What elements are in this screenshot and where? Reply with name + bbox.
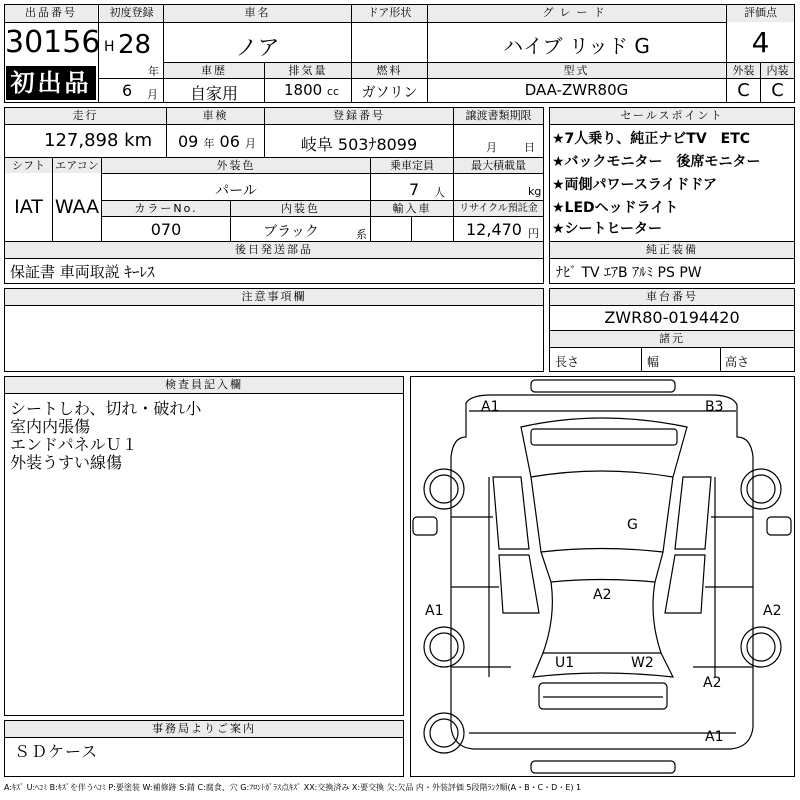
reg-year: 28 (118, 30, 152, 60)
color-no-label: カラーNo. (102, 201, 230, 216)
color-no: 070 (150, 220, 182, 239)
reg-number: 岐阜 503ﾅ8099 (300, 135, 418, 154)
genuine-equipment: ﾅﾋﾞ TV ｴｱB ｱﾙﾐ PS PW (556, 265, 702, 281)
first-reg-label: 初度登録 (100, 5, 163, 22)
month-unit: 月 (147, 88, 158, 101)
inspection-month: 06 (219, 132, 240, 151)
sales-label: セールスポイント (550, 108, 794, 124)
mileage-label: 走行 (5, 108, 166, 124)
notes-label: 注意事項欄 (5, 289, 543, 305)
inspection-year-unit: 年 (203, 137, 215, 150)
car-outline-svg (411, 377, 794, 776)
model-label: 型式 (428, 63, 725, 78)
era: H (104, 39, 115, 55)
mark-left-side: A1 (425, 603, 444, 619)
car-name: ノア (235, 36, 280, 61)
exterior-label: 外装 (727, 63, 760, 78)
legend: A:ｷｽﾞ U:ﾍｺﾐ B:ｷｽﾞを伴うﾍｺﾐ P:要塗装 W:補修跡 S:錆 C:腐食、穴 G:ﾌﾛﾝﾄｶﾞﾗｽ点ｷｽﾞ XX:交換済み X:要交換 欠:欠品 内・外装評価 5段階ﾗﾝｸ順(A・B・C・D・E) 1 (4, 783, 582, 792)
mileage-wrap (44, 130, 152, 151)
capacity: 7 (409, 180, 420, 199)
recycle-label: リサイクル預託金 (454, 201, 543, 216)
chassis-label: 車台番号 (550, 289, 794, 305)
height-label: 高さ (725, 355, 750, 369)
sales-point: ★シートヒーター (552, 221, 662, 237)
inspection-year: 09 (178, 132, 199, 151)
office-label: 事務局よりご案内 (5, 721, 403, 737)
inspection-month-unit: 月 (245, 137, 256, 150)
mark-front-left: A1 (481, 399, 500, 415)
interior-label: 内装 (761, 63, 794, 78)
reg-no-label: 登録番号 (265, 108, 453, 124)
inspector-line: 外装うすい線傷 (10, 453, 123, 472)
int-color: ブラック (263, 224, 319, 240)
exterior-grade: C (737, 80, 750, 101)
sales-point: ★両側パワースライドドア (552, 177, 718, 193)
mark-rear-right: W2 (631, 655, 654, 671)
grade: ハイブ リッド G (503, 34, 650, 58)
lot-number: 30156 (5, 25, 101, 60)
genuine-label: 純正装備 (550, 242, 794, 258)
int-color-label: 内装色 (231, 201, 370, 216)
inspector-label: 検査員記入欄 (5, 377, 403, 393)
import-label: 輸入車 (371, 201, 453, 216)
mark-hood: A2 (593, 587, 612, 603)
sales-point: ★バックモニター 後席モニター (552, 154, 761, 170)
sales-point: ★7人乗り、純正ナビTV ETC (552, 131, 751, 147)
recycle-amount: 12,470 (466, 220, 522, 239)
lot-no-label: 出品番号 (5, 5, 97, 22)
car-name-label: 車名 (164, 5, 351, 22)
transfer-label: 譲渡書類期限 (454, 108, 543, 124)
first-listing-badge: 初出品 (6, 66, 96, 100)
mileage: 127,898 (44, 130, 119, 151)
score: 4 (751, 26, 770, 59)
sales-point: ★LEDヘッドライト (552, 200, 679, 216)
damage-diagram (410, 376, 795, 777)
inspector-line: 室内内張傷 (10, 417, 91, 436)
int-color-unit: 系 (356, 228, 367, 241)
office-text: ＳＤケース (14, 742, 99, 761)
transfer-day-unit: 日 (524, 141, 535, 154)
inspection-label: 車検 (167, 108, 264, 124)
ac: WAA (54, 196, 100, 218)
history-label: 車歴 (164, 63, 264, 78)
load-unit: kg (528, 185, 542, 198)
ext-color: パール (215, 183, 257, 199)
displacement-label: 排気量 (265, 63, 351, 78)
ext-color-label: 外装色 (102, 158, 370, 173)
door-label: ドア形状 (352, 5, 427, 22)
displacement: 1800 (284, 81, 323, 99)
displacement-wrap (284, 81, 339, 99)
mark-rear-left: U1 (555, 655, 575, 671)
mark-front-right: B3 (705, 399, 724, 415)
inspector-line: エンドパネルＵ１ (10, 435, 138, 454)
mark-right-side: A2 (763, 603, 782, 619)
transfer-month-unit: 月 (486, 141, 497, 154)
ac-label: エアコン (53, 158, 101, 173)
shift-label: シフト (5, 158, 52, 173)
displacement-unit: cc (326, 85, 340, 98)
capacity-label: 乗車定員 (371, 158, 453, 173)
fuel-label: 燃料 (352, 63, 427, 78)
later-parts-label: 後日発送部品 (5, 242, 543, 258)
capacity-unit: 人 (434, 186, 445, 199)
width-label: 幅 (647, 355, 660, 369)
load-label: 最大積載量 (454, 158, 543, 173)
model: DAA-ZWR80G (524, 81, 629, 99)
inspector-line: シートしわ、切れ・破れ小 (10, 399, 202, 418)
inspection-wrap (178, 132, 256, 151)
mark-roof: G (627, 517, 638, 533)
mark-rear-right-corner: A2 (703, 675, 722, 691)
fuel: ガソリン (361, 85, 418, 101)
year-unit: 年 (148, 65, 159, 78)
dims-label: 諸元 (550, 331, 794, 347)
shift: IAT (14, 196, 43, 218)
history: 自家用 (189, 84, 238, 103)
interior-grade: C (771, 80, 784, 101)
score-label: 評価点 (727, 5, 794, 22)
mark-rear-bumper: A1 (705, 729, 724, 745)
mileage-unit: km (124, 130, 153, 151)
length-label: 長さ (555, 355, 580, 369)
reg-month: 6 (122, 81, 133, 100)
recycle-unit: 円 (528, 227, 539, 240)
chassis-number: ZWR80-0194420 (604, 308, 740, 327)
grade-label: グレード (428, 5, 725, 22)
later-parts: 保証書 車両取説 ｷｰﾚｽ (10, 263, 155, 281)
